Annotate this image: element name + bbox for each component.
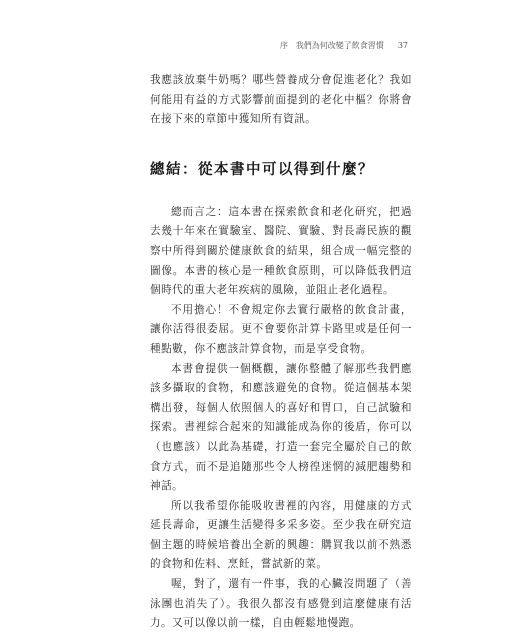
body-text [150, 71, 412, 634]
paragraph-no-worry: 不用擔心！不會規定你去實行嚴格的飲食計畫，讓你活得很委屈。更不會要你計算卡路里或是任何一種點數，你不應該計算食物，而是享受食物。 [150, 303, 412, 355]
paragraph-overview: 本書會提供一個概觀，讓你整體了解那些我們應該多攝取的食物，和應該避免的食物。從這個基本架構出發，每個人依照個人的喜好和胃口，自己試驗和探索。書裡綜合起來的知識能成為你的後盾，你可以（也應該）以此為基礎，打造一套完全屬於自己的飲食方式，而不是追隨那些令人榜徨迷惘的減肥趨勢和神話。 [150, 362, 412, 493]
intro-paragraph: 我應該放棄牛奶嗎？哪些營養成分會促進老化？我如何能用有益的方式影響前面提到的老化中樞？你將會在接下來的章節中獲知所有資訊。 [150, 74, 412, 126]
paragraph-closing: 喔，對了，還有一件事，我的心臟沒問題了（善泳團也消失了）。我很久都沒有感覺到這麼健康有活力。又可以像以前一樣，自由輕鬆地慢跑。 [150, 578, 412, 630]
chapter-title: 序 我們為何改變了飲食習慣 [279, 41, 384, 50]
running-header [280, 40, 408, 51]
section-heading: 總結：從本書中可以得到什麼？ [150, 161, 374, 178]
page-number: 37 [397, 41, 408, 50]
paragraph-summary: 總而言之：這本書在探索飲食和老化研究，把過去幾十年來在實驗室、醫院、實驗、對長壽民族的觀察中所得到關於健康飲食的結果，組合成一幅完整的圖像。本書的核心是一種飲食原則，可以降低我們這個時代的重大老年疾病的風險，並阻止老化過程。 [150, 205, 412, 297]
paragraph-hope: 所以我希望你能吸收書裡的內容，用健康的方式延長壽命，更讓生活變得多采多姿。至少我在研究這個主題的時候培養出全新的興趣：購買我以前不熟悉的食物和佐料、烹飪，嘗試新的菜。 [150, 499, 412, 571]
